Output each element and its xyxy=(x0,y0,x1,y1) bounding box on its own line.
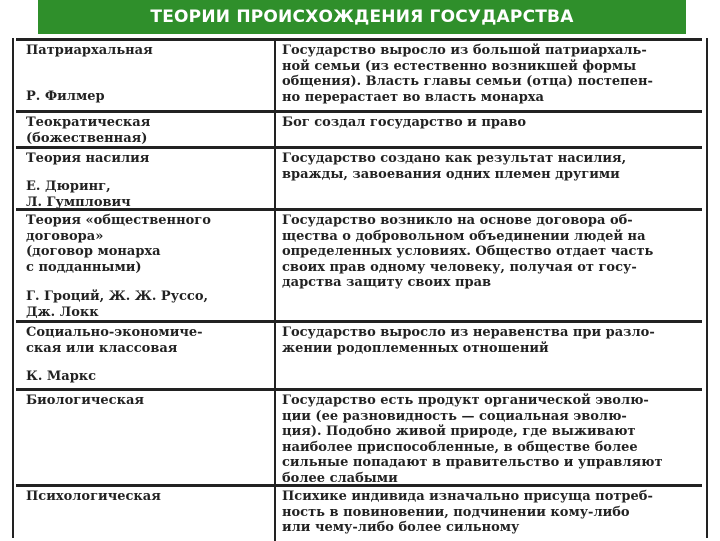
theory-name: Биологическая xyxy=(26,393,144,408)
theory-description: Бог создал государство и право xyxy=(282,115,527,130)
table-row xyxy=(16,38,702,113)
theory-name: Патриархальная xyxy=(26,43,153,58)
table-row xyxy=(16,208,702,323)
column-divider xyxy=(274,391,276,487)
theory-name: Психологическая xyxy=(26,489,161,504)
theory-author: Е. Дюринг, Л. Гумплович xyxy=(26,179,131,210)
column-divider xyxy=(274,323,276,391)
column-divider xyxy=(274,211,276,323)
theory-description: Государство возникло на основе договора об- щества о добровольном объединении людей на определенных условиях. Общество отдает часть своих прав одному человеку, получая от госу- дарства защиту своих прав xyxy=(282,213,654,290)
table-row xyxy=(16,110,702,149)
column-divider xyxy=(274,149,276,211)
theory-name: Теория насилия xyxy=(26,151,150,166)
theory-author: К. Маркс xyxy=(26,369,97,384)
table-row xyxy=(16,146,702,211)
theory-name: Социально-экономиче- ская или классовая xyxy=(26,325,203,356)
table-row xyxy=(16,484,702,541)
theory-name: Теократическая (божественная) xyxy=(26,115,151,146)
theory-description: Государство создано как результат насилия, вражды, завоевания одних племен другими xyxy=(282,151,627,182)
theory-description: Государство выросло из большой патриархаль- ной семьи (из естественно возникшей формы общения). Власть главы семьи (отца) постепен- но перерастает во власть монарха xyxy=(282,43,653,105)
theory-description: Государство выросло из неравенства при разло- жении родоплеменных отношений xyxy=(282,325,655,356)
column-divider xyxy=(274,487,276,541)
column-divider xyxy=(274,41,276,113)
theory-description: Психике индивида изначально присуща потреб- ность в повиновении, подчинении кому-либо или чему-либо более сильному xyxy=(282,489,653,535)
theory-author: Р. Филмер xyxy=(26,89,105,104)
page-title: ТЕОРИИ ПРОИСХОЖДЕНИЯ ГОСУДАРСТВА xyxy=(38,0,686,34)
theory-name: Теория «общественного договора» (договор монарха с подданными) xyxy=(26,213,211,275)
table-row xyxy=(16,320,702,391)
column-divider xyxy=(274,113,276,149)
theory-description: Государство есть продукт органической эволю- ции (ее разновидность — социальная эволю- ция). Подобно живой природе, где выживают наиболее приспособленные, в обществе более сильные попадают в правительство и управляют более слабыми xyxy=(282,393,663,486)
table-row xyxy=(16,388,702,487)
theory-author: Г. Гроций, Ж. Ж. Руссо, Дж. Локк xyxy=(26,289,209,320)
